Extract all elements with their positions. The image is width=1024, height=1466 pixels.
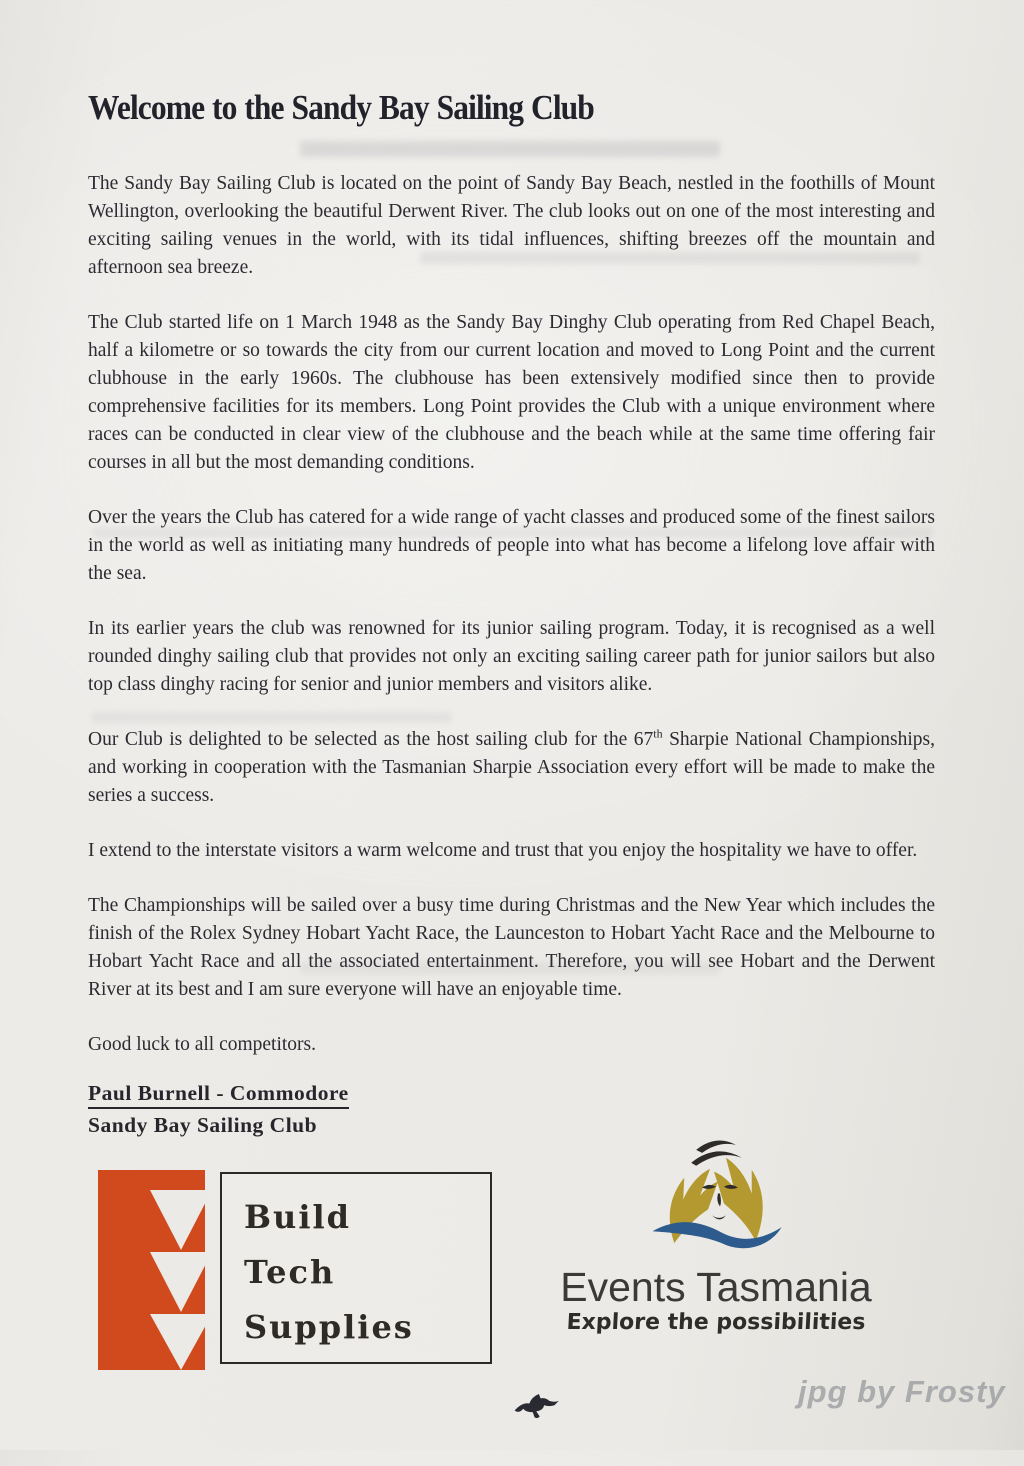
ordinal-superscript: th — [653, 726, 663, 741]
letter-paragraph: In its earlier years the club was renowned for its junior sailing program. Today, it is recognised as a well rounded dinghy sailing club that provides not only an exciting sailing career path for junior sailors but also top class dinghy racing for senior and junior members and visitors alike. — [88, 618, 935, 695]
build-tech-line: Supplies — [244, 1308, 414, 1346]
bleed-through-artifact — [300, 141, 720, 157]
letter-paragraph: The Club started life on 1 March 1948 as the Sandy Bay Dinghy Club operating from Red Chapel Beach, half a kilometre or so towards the city from our current location and moved to Long Point and the current clubhouse in the early 1960s. The clubhouse has been extensively modified since then to provide comprehensive facilities for its members. Long Point provides the Club with a unique environment where races can be conducted in clear view of the clubhouse and the beach while at the same time offering fair courses in all but the most demanding conditions. — [88, 312, 935, 473]
build-tech-line: Tech — [244, 1253, 336, 1291]
letter-paragraph: Over the years the Club has catered for a wide range of yacht classes and produced some of the finest sailors in the world as well as initiating many hundreds of people into what has become a lifelong love affair with the sea. — [88, 507, 935, 584]
letter-paragraph: The Sandy Bay Sailing Club is located on the point of Sandy Bay Beach, nestled in the foothills of Mount Wellington, overlooking the beautiful Derwent River. The club looks out on one of the most interesting and exciting sailing venues in the world, with its tidal influences, shifting breezes off the mountain and afternoon sea breeze. — [88, 173, 935, 278]
events-tasmania-name: Events Tasmania — [560, 1264, 872, 1310]
letter-paragraph: I extend to the interstate visitors a warm welcome and trust that you enjoy the hospitality we have to offer. — [88, 840, 918, 861]
signature-block — [88, 1081, 935, 1138]
letter-closing: Good luck to all competitors. — [88, 1034, 317, 1055]
host-paragraph-text: Our Club is delighted to be selected as the host sailing club for the 67 — [88, 729, 654, 750]
build-tech-text-box — [220, 1172, 492, 1364]
letter-body — [88, 170, 935, 1138]
page-title: Welcome to the Sandy Bay Sailing Club — [88, 88, 594, 127]
events-tasmania-logo — [536, 1132, 896, 1335]
watermark-text: jpg by Frosty — [798, 1374, 1006, 1409]
signatory-organisation: Sandy Bay Sailing Club — [88, 1113, 318, 1137]
signatory-name: Paul Burnell - Commodore — [88, 1081, 349, 1109]
letter-paragraph: The Championships will be sailed over a busy time during Christmas and the New Year which includes the finish of the Rolex Sydney Hobart Yacht Race, the Launceston to Hobart Yacht Race and the Melbourne to Hobart Yacht Race and all the associated entertainment. Therefore, you will see Hobart and the Derwent River at its best and I am sure everyone will have an enjoyable time. — [88, 895, 935, 1000]
host-paragraph-text: Sharpie National Championships, and working in cooperation with the Tasmanian Sharpie Association every effort will be made to make the series a success. — [88, 729, 935, 806]
letter-paragraph-host — [88, 726, 935, 810]
build-tech-line: Build — [244, 1198, 351, 1236]
events-tasmania-tagline: Explore the possibilities — [565, 1310, 867, 1335]
stylized-face-flames-wave-icon — [636, 1132, 796, 1266]
build-tech-supplies-logo — [98, 1170, 492, 1372]
kangaroo-icon — [512, 1388, 564, 1426]
three-down-triangles-icon — [98, 1170, 216, 1372]
